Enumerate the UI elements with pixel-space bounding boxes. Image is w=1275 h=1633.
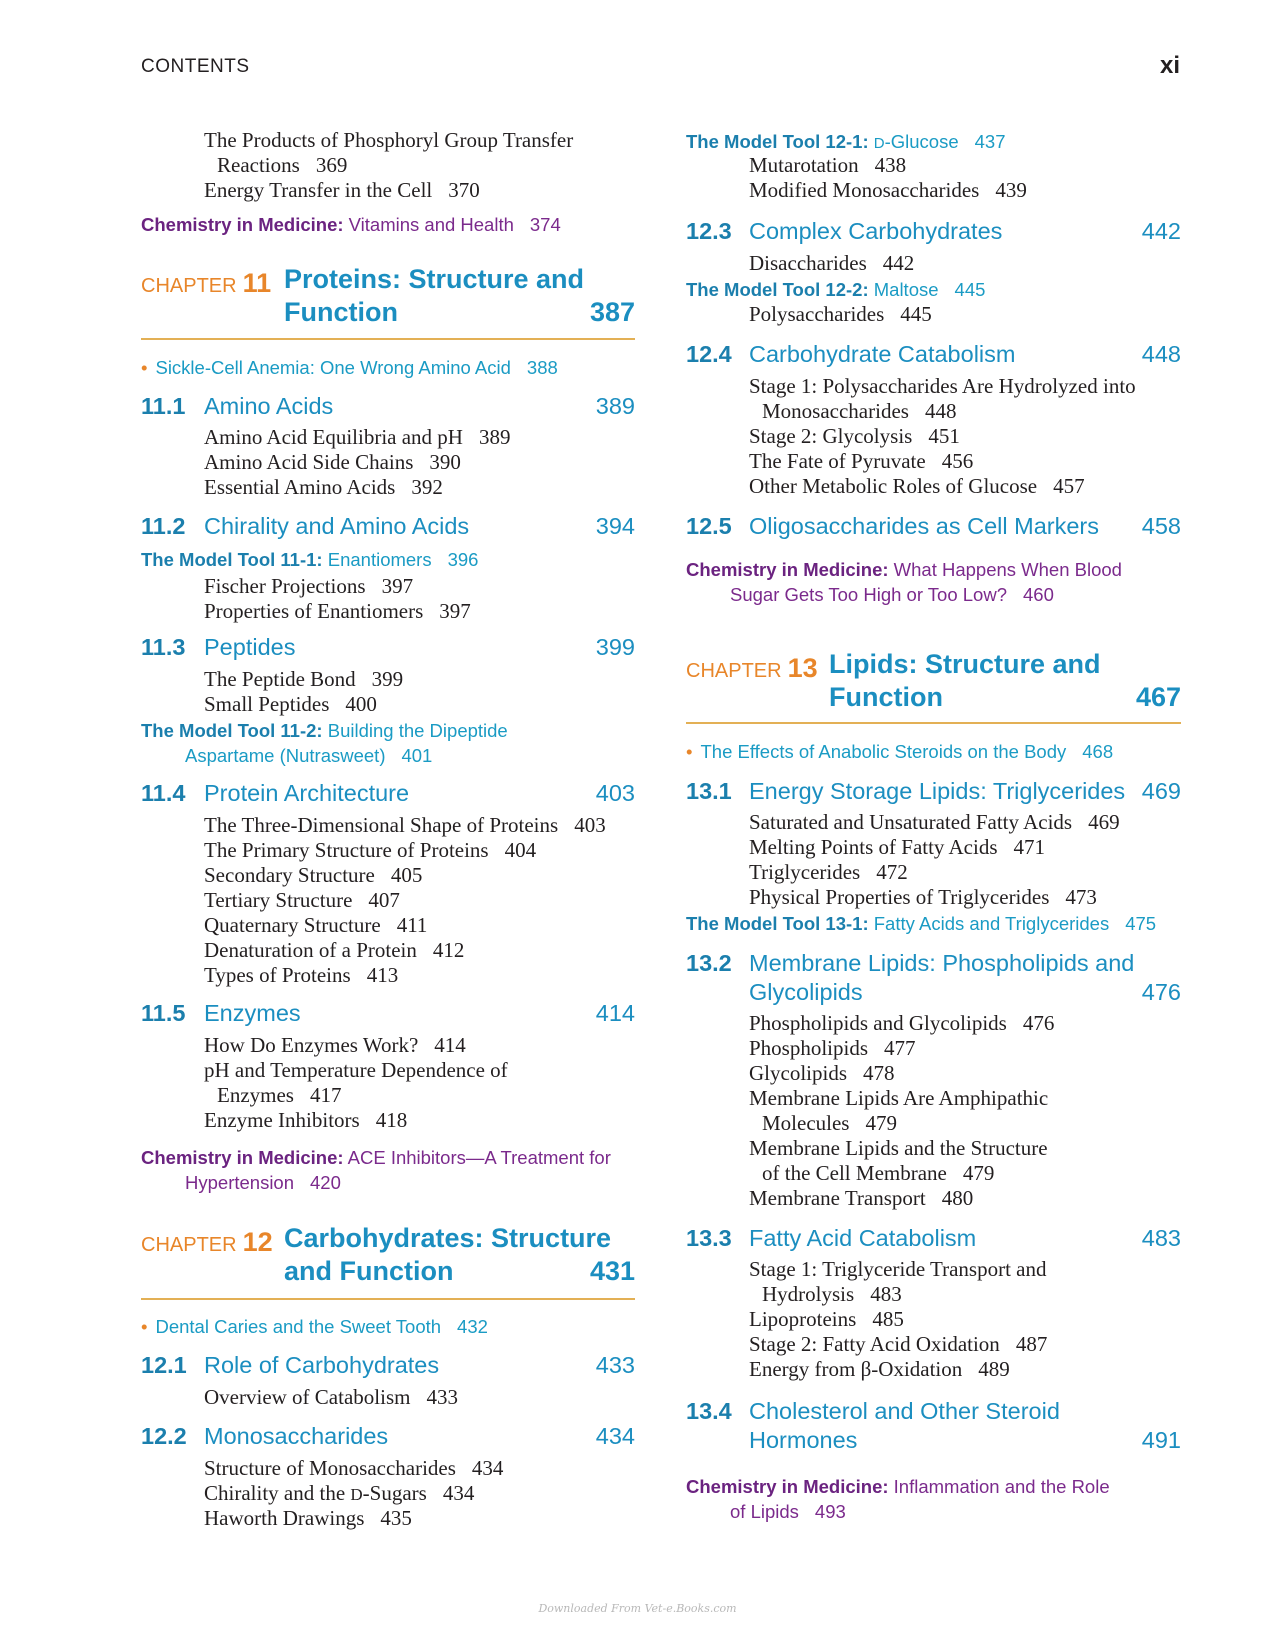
section-heading: 11.2 Chirality and Amino Acids 394: [141, 513, 635, 539]
chapter-title: Function 467: [829, 682, 1181, 712]
toc-entry: Membrane Transport 480: [749, 1186, 974, 1210]
toc-entry: Amino Acid Side Chains 390: [204, 450, 461, 474]
chapter-title: Carbohydrates: Structure: [284, 1223, 612, 1253]
model-tool-box: The Model Tool 12-1: D-Glucose 437: [686, 131, 1006, 152]
model-tool-box: The Model Tool 12-2: Maltose 445: [686, 279, 986, 300]
toc-entry: Energy Transfer in the Cell 370: [204, 178, 480, 202]
section-heading: Hormones 491: [749, 1427, 1181, 1453]
chemistry-in-medicine-box: of Lipids 493: [730, 1501, 846, 1522]
toc-entry: Tertiary Structure 407: [204, 888, 400, 912]
chapter-title: Function 387: [284, 297, 635, 327]
chapter-label: CHAPTER 12: [141, 1227, 273, 1257]
toc-entry: Membrane Lipids Are Amphipathic: [749, 1086, 1049, 1110]
toc-entry: Melting Points of Fatty Acids 471: [749, 835, 1046, 859]
toc-entry: Disaccharides 442: [749, 251, 915, 275]
feature-box: • The Effects of Anabolic Steroids on the Body 468: [686, 741, 1114, 762]
toc-entry: Reactions 369: [217, 153, 348, 177]
section-heading: 13.2 Membrane Lipids: Phospholipids and: [686, 950, 1135, 976]
chapter-divider: [141, 338, 635, 340]
toc-entry: Modified Monosaccharides 439: [749, 178, 1027, 202]
toc-entry: Quaternary Structure 411: [204, 913, 428, 937]
watermark-footer: Downloaded From Vet-e.Books.com: [538, 1602, 737, 1615]
toc-entry: Fischer Projections 397: [204, 574, 414, 598]
toc-entry: Stage 1: Polysaccharides Are Hydrolyzed into: [749, 374, 1136, 398]
toc-entry: Polysaccharides 445: [749, 302, 932, 326]
page-number: xi: [1159, 52, 1180, 79]
section-heading: 11.3 Peptides 399: [141, 634, 635, 660]
toc-entry: Enzyme Inhibitors 418: [204, 1108, 408, 1132]
toc-entry: Stage 2: Glycolysis 451: [749, 424, 960, 448]
feature-box: • Dental Caries and the Sweet Tooth 432: [141, 1316, 488, 1337]
feature-box: • Sickle-Cell Anemia: One Wrong Amino Acid 388: [141, 357, 558, 378]
toc-entry: Amino Acid Equilibria and pH 389: [204, 425, 511, 449]
toc-entry: Small Peptides 400: [204, 692, 377, 716]
toc-entry: Energy from β-Oxidation 489: [749, 1357, 1010, 1381]
toc-entry: Structure of Monosaccharides 434: [204, 1456, 504, 1480]
section-heading: Glycolipids 476: [749, 979, 1181, 1005]
section-heading: 12.5 Oligosaccharides as Cell Markers 458: [686, 513, 1181, 539]
toc-entry: Properties of Enantiomers 397: [204, 599, 471, 623]
toc-entry: Saturated and Unsaturated Fatty Acids 469: [749, 810, 1120, 834]
section-heading: 12.4 Carbohydrate Catabolism 448: [686, 341, 1181, 367]
chemistry-in-medicine-box: Chemistry in Medicine: Inflammation and the Role: [686, 1476, 1110, 1497]
section-heading: 12.3 Complex Carbohydrates 442: [686, 218, 1181, 244]
toc-entry: Hydrolysis 483: [762, 1282, 902, 1306]
toc-entry: Haworth Drawings 435: [204, 1506, 412, 1530]
chemistry-in-medicine-box: Chemistry in Medicine: What Happens When Blood: [686, 559, 1122, 580]
toc-entry: The Three-Dimensional Shape of Proteins 403: [204, 813, 606, 837]
toc-entry: pH and Temperature Dependence of: [204, 1058, 508, 1082]
model-tool-box: The Model Tool 11-2: Building the Dipeptide: [141, 720, 508, 741]
toc-entry: Phospholipids and Glycolipids 476: [749, 1011, 1055, 1035]
toc-entry: The Fate of Pyruvate 456: [749, 449, 974, 473]
toc-entry: Molecules 479: [762, 1111, 897, 1135]
section-heading: 12.2 Monosaccharides 434: [141, 1423, 635, 1449]
toc-entry: Types of Proteins 413: [204, 963, 399, 987]
chapter-label: CHAPTER 13: [686, 653, 818, 683]
toc-entry: Enzymes 417: [217, 1083, 342, 1107]
chapter-divider: [141, 1298, 635, 1300]
toc-entry: Secondary Structure 405: [204, 863, 423, 887]
section-heading: 11.4 Protein Architecture 403: [141, 780, 635, 806]
section-heading: 11.1 Amino Acids 389: [141, 393, 635, 419]
chapter-label: CHAPTER 11: [141, 268, 272, 298]
chemistry-in-medicine-box: Hypertension 420: [185, 1172, 341, 1193]
toc-entry: Other Metabolic Roles of Glucose 457: [749, 474, 1085, 498]
section-heading: 12.1 Role of Carbohydrates 433: [141, 1352, 635, 1378]
toc-entry: Overview of Catabolism 433: [204, 1385, 458, 1409]
model-tool-box: Aspartame (Nutrasweet) 401: [185, 745, 433, 766]
toc-entry: Lipoproteins 485: [749, 1307, 904, 1331]
chemistry-in-medicine-box: Chemistry in Medicine: Vitamins and Health 374: [141, 214, 561, 235]
chapter-title: Proteins: Structure and: [284, 264, 585, 294]
toc-entry: Chirality and the D-Sugars 434: [204, 1481, 475, 1505]
section-heading: 13.4 Cholesterol and Other Steroid: [686, 1398, 1060, 1424]
toc-entry: The Products of Phosphoryl Group Transfer: [204, 128, 574, 152]
chapter-divider: [686, 722, 1181, 724]
model-tool-box: The Model Tool 11-1: Enantiomers 396: [141, 549, 479, 570]
running-header: CONTENTS: [141, 56, 250, 77]
toc-entry: Triglycerides 472: [749, 860, 908, 884]
chapter-title: and Function 431: [284, 1256, 635, 1286]
toc-entry: of the Cell Membrane 479: [762, 1161, 995, 1185]
model-tool-box: The Model Tool 13-1: Fatty Acids and Triglycerides 475: [686, 913, 1157, 934]
toc-entry: Stage 1: Triglyceride Transport and: [749, 1257, 1047, 1281]
toc-entry: Mutarotation 438: [749, 153, 907, 177]
toc-entry: How Do Enzymes Work? 414: [204, 1033, 466, 1057]
chapter-title: Lipids: Structure and: [829, 649, 1101, 679]
toc-entry: Stage 2: Fatty Acid Oxidation 487: [749, 1332, 1048, 1356]
toc-entry: Glycolipids 478: [749, 1061, 895, 1085]
toc-entry: The Primary Structure of Proteins 404: [204, 838, 537, 862]
toc-entry: Phospholipids 477: [749, 1036, 916, 1060]
chemistry-in-medicine-box: Sugar Gets Too High or Too Low? 460: [730, 584, 1054, 605]
toc-entry: Denaturation of a Protein 412: [204, 938, 465, 962]
section-heading: 11.5 Enzymes 414: [141, 1000, 635, 1026]
toc-entry: Essential Amino Acids 392: [204, 475, 443, 499]
toc-entry: Monosaccharides 448: [762, 399, 957, 423]
toc-entry: Physical Properties of Triglycerides 473: [749, 885, 1097, 909]
chemistry-in-medicine-box: Chemistry in Medicine: ACE Inhibitors—A Treatment for: [141, 1147, 611, 1168]
toc-entry: The Peptide Bond 399: [204, 667, 404, 691]
toc-entry: Membrane Lipids and the Structure: [749, 1136, 1048, 1160]
section-heading: 13.1 Energy Storage Lipids: Triglycerides 469: [686, 778, 1181, 804]
section-heading: 13.3 Fatty Acid Catabolism 483: [686, 1225, 1181, 1251]
